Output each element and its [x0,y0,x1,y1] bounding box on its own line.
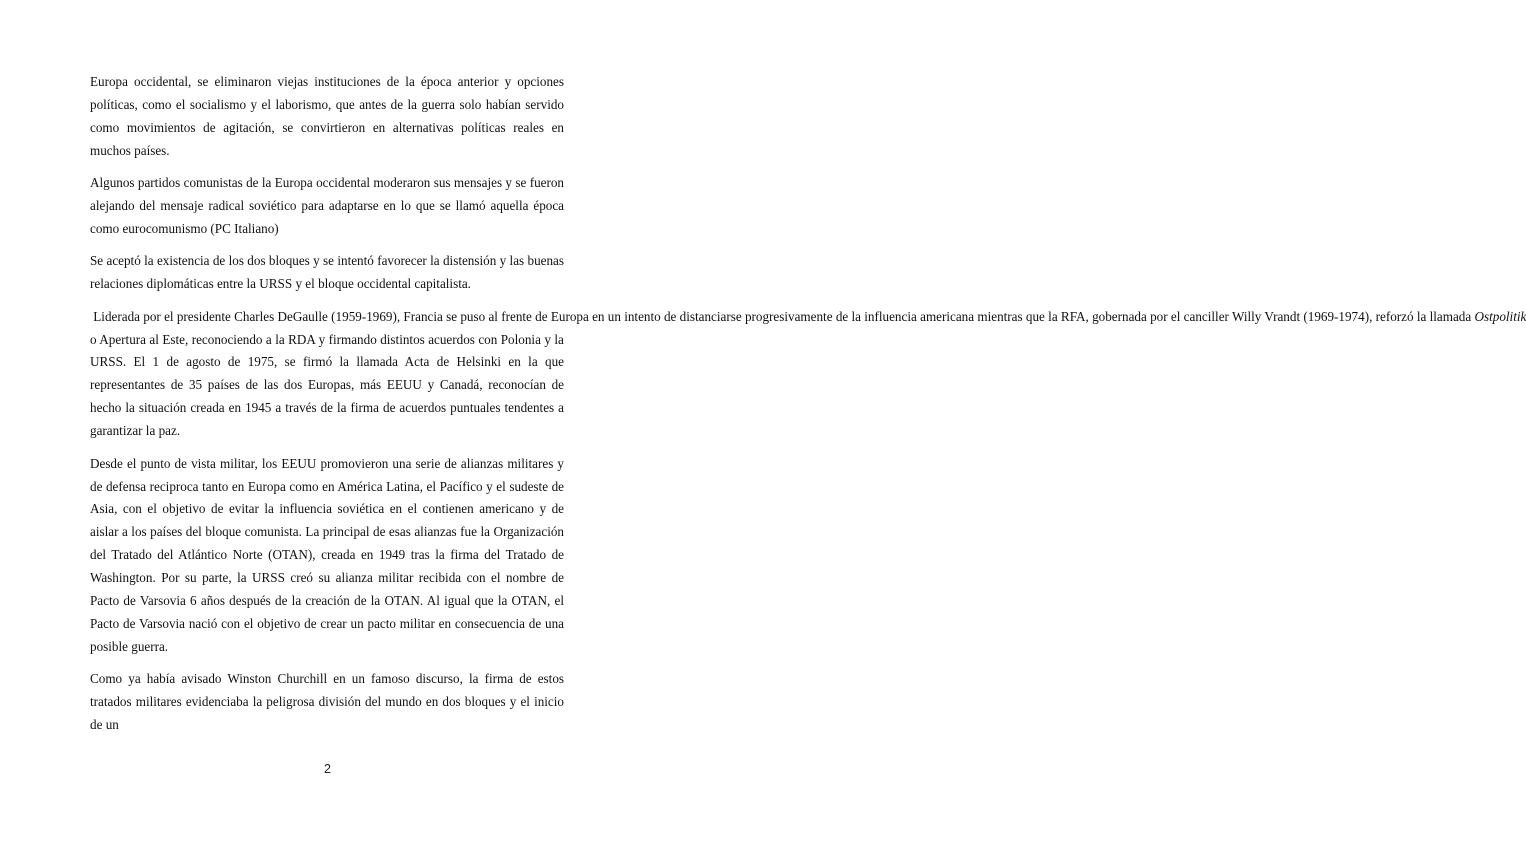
paragraph-detente: Se aceptó la existencia de los dos bloques y se intentó favorecer la distensión y las buenas relaciones diplomáticas entre la URSS y el bloque occidental capitalista. [90,253,564,292]
paragraph-churchill: Como ya había avisado Winston Churchill en un famoso discurso, la firma de estos tratados militares evidenciaba la peligrosa división del mundo en dos bloques y el inicio de un [90,671,564,733]
paragraph-western-europe: Europa occidental, se eliminaron viejas instituciones de la época anterior y opciones políticas, como el socialismo y el laborismo, que antes de la guerra solo habían servido como movimientos de agitación, se convirtieron en alternativas políticas reales en muchos países. [90,74,564,158]
ostpolitik-term: Ostpolitik [1474,308,1526,324]
body-text [90,71,1526,746]
paragraph-military-alliances: Desde el punto de vista militar, los EEUU promovieron una serie de alianzas militares y de defensa reciproca tanto en Europa como en América Latina, el Pacífico y el sudeste de Asia, con el objetivo de evitar la influencia soviética en el contienen americano y de aislar a los países del bloque comunista. La principal de esas alianzas fue la Organización del Tratado del Atlántico Norte (OTAN), creada en 1949 tras la firma del Tratado de Washington. Por su parte, la URSS creó su alianza militar recibida con el nombre de Pacto de Varsovia 6 años después de la creación de la OTAN. Al igual que la OTAN, el Pacto de Varsovia nació con el objetivo de crear un pacto militar en consecuencia de una posible guerra. [90,455,564,654]
paragraph-ostpolitik [90,306,1526,443]
page-number: 2 [324,762,331,776]
paragraph-eurocommunism: Algunos partidos comunistas de la Europa occidental moderaron sus mensajes y se fueron alejando del mensaje radical soviético para adaptarse en lo que se llamó aquella época como eurocomunismo (PC Italiano) [90,175,564,236]
paragraph-ostpolitik-text-start: Liderada por el presidente Charles DeGaulle (1959-1969), Francia se puso al frente de Europa en un intento de distanciarse progresivamente de la influencia americana mientras que la RFA, gobernada por el canciller Willy Vrandt (1969-1974), reforzó la llamada [90,308,1475,324]
paragraph-ostpolitik-text-end: o Apertura al Este, reconociendo a la RDA y firmando distintos acuerdos con Polonia y la URSS. El 1 de agosto de 1975, se firmó la llamada Acta de Helsinki en la que representantes de 35 países de las dos Europas, más EEUU y Canadá, reconocían de hecho la situación creada en 1945 a través de la firma de acuerdos puntuales tendentes a garantizar la paz. [90,331,564,439]
